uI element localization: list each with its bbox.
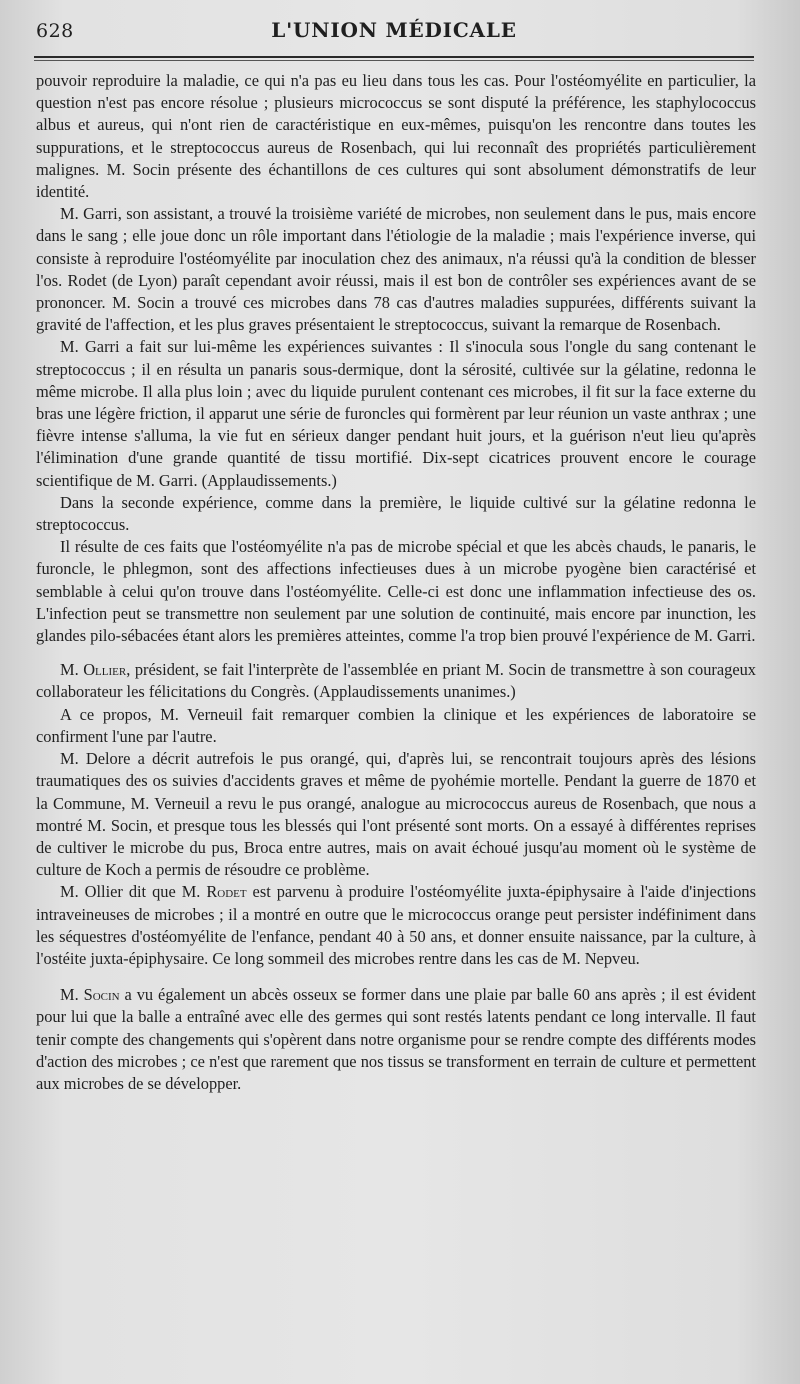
speaker-name-ollier: Ollier (83, 660, 127, 680)
page-header (36, 18, 752, 48)
paragraph-10-text: a vu également un abcès osseux se former dans une plaie par balle 60 ans après ; il est évident pour lui que la balle a entraîné avec elle des germes qui sont restés latents pendant ce long intervalle. Il faut tenir compte des changements qui s'opèrent dans notre organisme pour se rendre compte des différents modes d'action des microbes ; ce n'est que rarement que nos tissus se transforment en terrain de culture et permettent aux microbes de se développer. (36, 985, 756, 1093)
paragraph-9-text: est parvenu à produire l'ostéomyélite juxta-épiphysaire à l'aide d'injections intraveineuses de microbes ; il a montré en outre que le micrococcus orange peut persister indéfiniment dans les séquestres d'ostéomyélite de l'enfance, pendant 40 à 50 ans, et donner ensuite naissance, par la culture, à l'ostéite juxta-épiphysaire. Ce long sommeil des microbes rentre dans les cas de M. Nepveu. (36, 882, 756, 968)
paragraph-1: pouvoir reproduire la maladie, ce qui n'a pas eu lieu dans tous les cas. Pour l'ostéomyélite en particulier, la question n'est pas encore résolue ; plusieurs micrococcus se sont disputé la préférence, les staphylococcus albus et aureus, qui n'ont rien de caractéristique en eux-mêmes, puisqu'on les rencontre dans toutes les suppurations, et le streptococcus aureus de Rosenbach, qui lui reconnaît des propriétés particulièrement malignes. M. Socin présente des échantillons de ces cultures qui sont absolument démonstratifs de leur identité. (36, 71, 756, 202)
paragraph-6-prefix: M. (60, 660, 84, 680)
paragraph-7: A ce propos, M. Verneuil fait remarquer combien la clinique et les expériences de laboratoire se confirment l'une par l'autre. (36, 704, 756, 746)
paragraph-5: Il résulte de ces faits que l'ostéomyélite n'a pas de microbe spécial et que les abcès chauds, le panaris, le furoncle, le phlegmon, sont des affections infectieuses dues à un microbe pyogène bien caractérisé et semblable à celui qu'on trouve dans l'ostéomyélite. Celle-ci est donc une inflammation infectieuse des os. L'infection peut se transmettre non seulement par une solution de continuité, mais encore par inunction, les glandes pilo-sébacées étant alors les premières atteintes, comme l'a trop bien prouvé l'expérience de M. Garri. (36, 537, 756, 646)
paragraph-9-lead: M. Ollier dit que M. (60, 882, 207, 902)
paragraph-3: M. Garri a fait sur lui-même les expériences suivantes : Il s'inocula sous l'ongle du sang contenant le streptococcus ; il en résulta un panaris sous-dermique, dont la sérosité, cultivée sur la gélatine, redonna le même microbe. Il alla plus loin ; avec du liquide purulent contenant ces microbes, il fit sur la face externe du bras une légère friction, il apparut une série de furoncles qui formèrent par leur réunion un vaste anthrax ; une fièvre intense s'alluma, la vie fut en sérieux danger pendant huit jours, et la guérison n'eut lieu qu'après l'élimination d'une grande quantité de tissu mortifié. Dix-sept cicatrices prouvent encore le courage scientifique de M. Garri. (Applaudissements.) (36, 337, 756, 490)
paragraph-10-prefix: M. (60, 985, 84, 1005)
paragraph-2: M. Garri, son assistant, a trouvé la troisième variété de microbes, non seulement dans le pus, mais encore dans le sang ; elle joue donc un rôle important dans l'étiologie de la maladie ; mais l'expérience inverse, qui consiste à reproduire l'ostéomyélite par inoculation chez des animaux, n'a réussi qu'à la condition de blesser l'os. Rodet (de Lyon) paraît cependant avoir réussi, mais il est bon de contrôler ses expériences avant de se prononcer. M. Socin a trouvé ces microbes dans 78 cas d'autres maladies suppurées, différents suivant la gravité de l'affection, et les plus graves présentaient le streptococcus, suivant la remarque de Rosenbach. (36, 204, 756, 335)
header-rule (34, 56, 754, 58)
speaker-name-socin: Socin (83, 985, 120, 1005)
paragraph-8: M. Delore a décrit autrefois le pus orangé, qui, d'après lui, se rencontrait toujours après des lésions traumatiques des os suivies d'accidents graves et même de pyohémie mortelle. Pendant la guerre de 1870 et la Commune, M. Verneuil a revu le pus orangé, analogue au micrococcus aureus de Rosenbach, que nous a montré M. Socin, et presque tous les blessés qui l'ont présenté sont morts. On a essayé à différentes reprises de cultiver le microbe du pus, Broca entre autres, mais on avait échoué jusqu'au moment où le système de culture de Koch a permis de résoudre ce problème. (36, 749, 756, 880)
body-text (36, 70, 756, 1095)
header-rule-thin (34, 60, 754, 61)
page-number: 628 (36, 20, 74, 42)
running-title: L'UNION MÉDICALE (271, 18, 517, 42)
paragraph-6 (36, 659, 756, 703)
paragraph-6-text: , président, se fait l'interprète de l'assemblée en priant M. Socin de transmettre à son courageux collaborateur les félicitations du Congrès. (Applaudissements unanimes.) (36, 660, 756, 702)
paragraph-10 (36, 984, 756, 1095)
name-rodet: Rodet (206, 882, 247, 902)
paragraph-9 (36, 881, 756, 970)
paragraph-4: Dans la seconde expérience, comme dans la première, le liquide cultivé sur la gélatine redonna le streptococcus. (36, 492, 756, 535)
